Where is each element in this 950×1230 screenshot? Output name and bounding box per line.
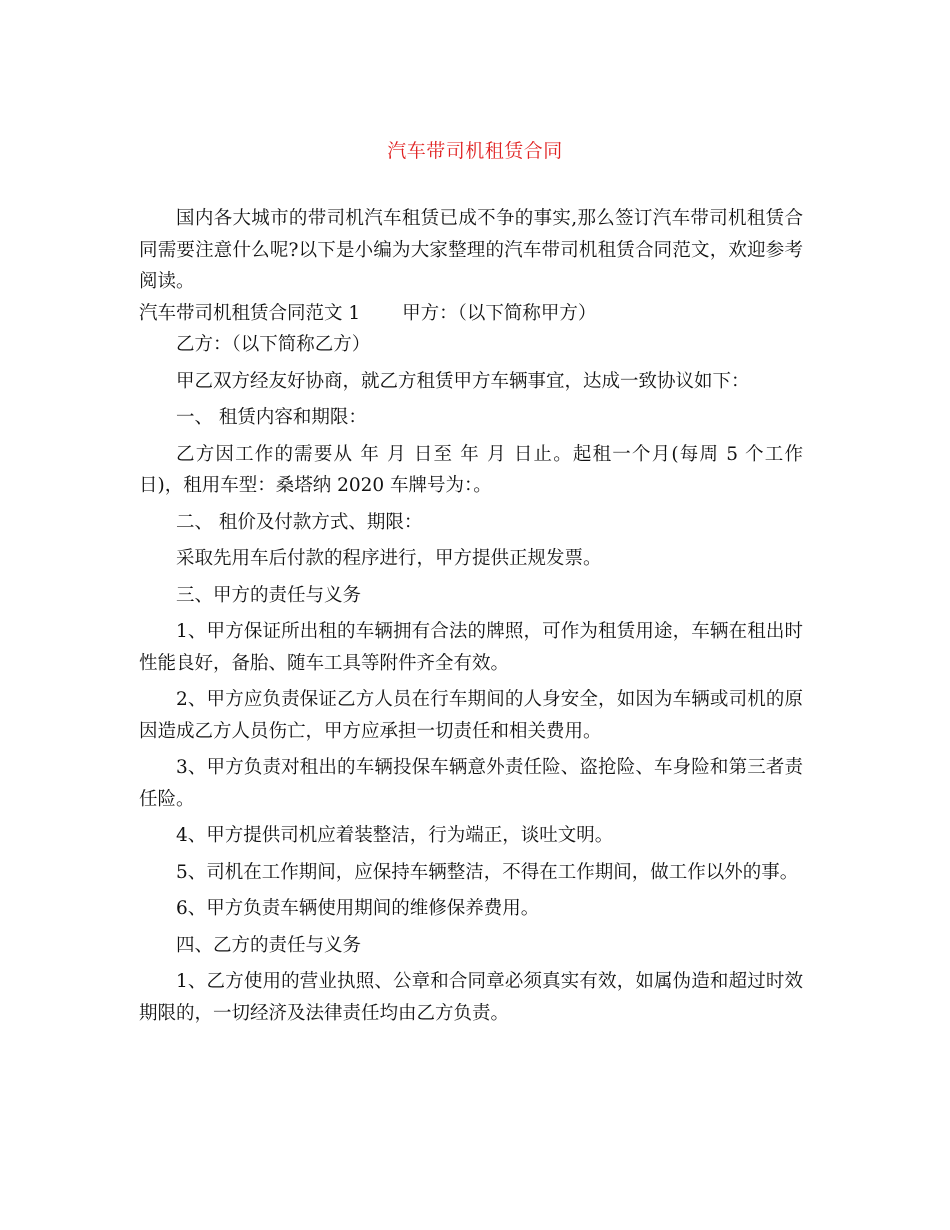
section-3-title: 三、甲方的责任与义务 [176, 584, 362, 606]
document-body [139, 203, 803, 1034]
section-1-text: 乙方因工作的需要从 年 月 日至 年 月 日止。起租一个月(每周 5 个工作日)，租用车型：桑塔纳 2020 车牌号为：。 [139, 443, 803, 496]
section-1-title: 一、 租赁内容和期限： [176, 407, 367, 428]
sample-heading: 汽车带司机租赁合同范文 1 [139, 302, 361, 324]
section-4-title: 四、乙方的责任与义务 [176, 934, 362, 956]
section-3-item: 1、甲方保证所出租的车辆拥有合法的牌照，可作为租赁用途，车辆在租出时性能良好，备胎、随车工具等附件齐全有效。 [139, 621, 803, 674]
document-title: 汽车带司机租赁合同 [387, 140, 563, 162]
section-3-item: 3、甲方负责对租出的车辆投保车辆意外责任险、盗抢险、车身险和第三者责任险。 [139, 757, 803, 810]
party-a-line: 甲方：（以下简称甲方） [402, 302, 597, 324]
section-2-title: 二、 租价及付款方式、期限： [176, 511, 423, 533]
sample-heading-line [139, 298, 803, 330]
section-4-item: 1、乙方使用的营业执照、公章和合同章必须真实有效，如属伪造和超过时效期限的，一切经济及法律责任均由乙方负责。 [139, 971, 803, 1024]
section-3-item: 5、司机在工作期间，应保持车辆整洁，不得在工作期间，做工作以外的事。 [176, 861, 799, 883]
section-3-item: 4、甲方提供司机应着装整洁，行为端正，谈吐文明。 [176, 825, 614, 846]
section-3-item: 2、甲方应负责保证乙方人员在行车期间的人身安全，如因为车辆或司机的原因造成乙方人员伤亡，甲方应承担一切责任和相关费用。 [139, 689, 803, 742]
agreement-paragraph: 甲乙双方经友好协商，就乙方租赁甲方车辆事宜，达成一致协议如下： [176, 370, 750, 392]
party-b-line: 乙方：（以下简称乙方） [176, 334, 371, 355]
intro-paragraph: 国内各大城市的带司机汽车租赁已成不争的事实,那么签订汽车带司机租赁合同需要注意什么呢?以下是小编为大家整理的汽车带司机租赁合同范文，欢迎参考阅读。 [139, 208, 803, 292]
section-2-text: 采取先用车后付款的程序进行，甲方提供正规发票。 [176, 548, 602, 569]
section-3-item: 6、甲方负责车辆使用期间的维修保养费用。 [176, 898, 540, 919]
